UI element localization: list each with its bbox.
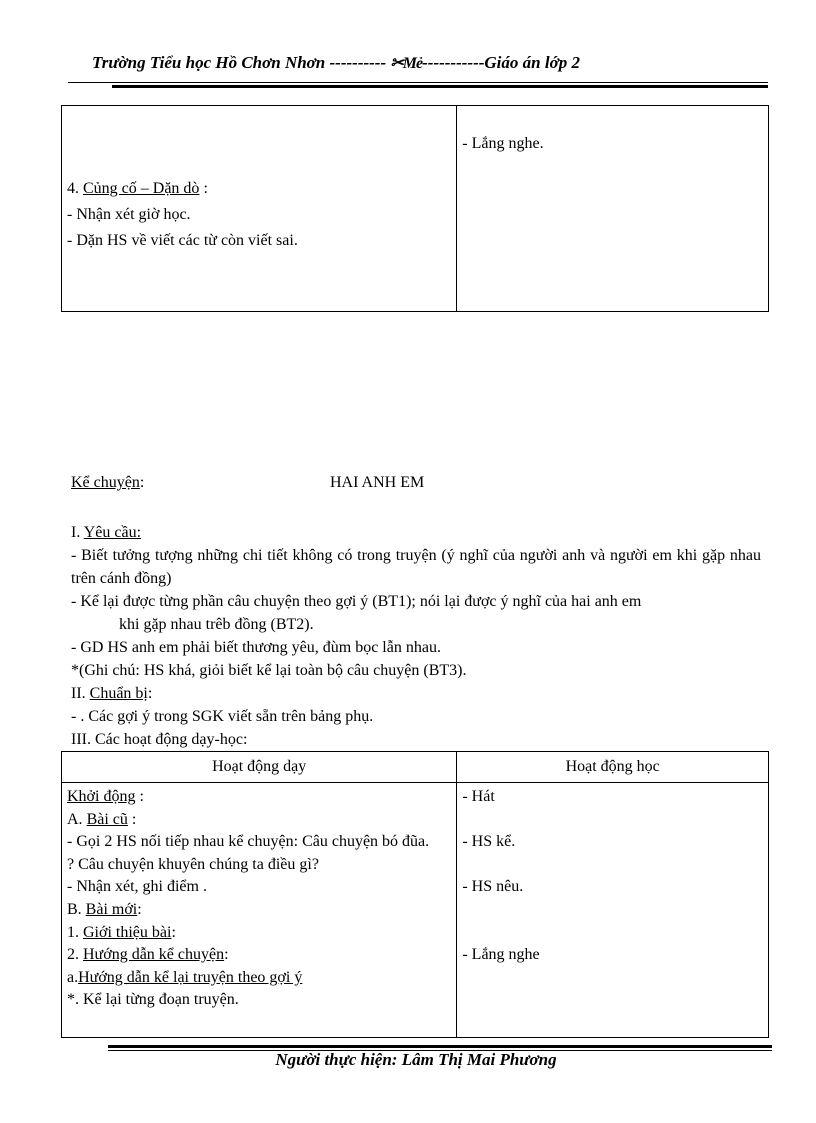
section-2-heading: II. Chuẩn bị: xyxy=(71,685,153,702)
call-students-line: - Gọi 2 HS nối tiếp nhau kể chuyện: Câu chuyện bó đũa. xyxy=(67,833,430,851)
continuation-student-cell xyxy=(457,106,769,312)
footer-rule-thick xyxy=(108,1045,772,1048)
page-header xyxy=(92,53,732,73)
section-3-heading: III. Các hoạt động dạy-học: xyxy=(71,731,248,748)
old-lesson-line: A. Bài cũ : xyxy=(67,810,137,828)
requirement-item: - Biết tưởng tượng những chi tiết không có trong truyện (ý nghĩ của người anh và người em khi gặp nhau trên cánh đồng) xyxy=(71,547,761,587)
requirement-item: *(Ghi chú: HS khá, giỏi biết kể lại toàn bộ câu chuyện (BT3). xyxy=(71,662,467,679)
col-header-learning: Hoạt động học xyxy=(457,752,769,783)
requirement-item: khi gặp nhau trêb đồng (BT2). xyxy=(119,616,314,633)
consolidation-line-1: - Nhận xét giờ học. xyxy=(67,206,191,223)
school-name: Trường Tiểu học Hồ Chơn Nhơn xyxy=(92,53,326,72)
col-header-teaching: Hoạt động dạy xyxy=(62,752,457,783)
lesson-continuation-table xyxy=(61,105,769,312)
header-dashes-right: ----------- xyxy=(422,53,485,72)
warmup-line: Khởi động : xyxy=(67,788,144,805)
hs-tell-line: - HS kể. xyxy=(462,833,516,851)
teaching-activities-cell xyxy=(62,783,457,1038)
section-1-heading: I. Yêu cầu: xyxy=(71,524,142,541)
question-line: ? Câu chuyện khuyên chúng ta điều gì? xyxy=(67,855,319,873)
header-subject: Giáo án lớp 2 xyxy=(484,53,580,72)
story-title: HAI ANH EM xyxy=(330,474,425,491)
requirement-item: - Kể lại được từng phần câu chuyện theo gợi ý (BT1); nói lại được ý nghĩ của hai anh em xyxy=(71,593,642,610)
comment-line: - Nhận xét, ghi điểm . xyxy=(67,878,207,896)
header-logo-text: ✂Mẻ xyxy=(390,55,423,72)
learning-activities-cell xyxy=(457,783,769,1038)
activity-table xyxy=(61,751,769,1038)
guide-a-line: a.Hướng dẫn kể lại truyện theo gợi ý xyxy=(67,968,303,986)
intro-line: 1. Giới thiệu bài: xyxy=(67,923,176,941)
story-label: Kể chuyện xyxy=(71,474,140,491)
guide-line: 2. Hướng dẫn kể chuyện: xyxy=(67,946,229,964)
hs-answer-line: - HS nêu. xyxy=(462,878,524,896)
requirement-item: - GD HS anh em phải biết thương yêu, đùm bọc lẫn nhau. xyxy=(71,639,441,656)
listen-line: - Lắng nghe xyxy=(462,946,540,964)
continuation-listen: - Lắng nghe. xyxy=(462,135,544,152)
requirements-section xyxy=(71,521,761,751)
header-rule-thick xyxy=(112,85,768,88)
sing-line: - Hát xyxy=(462,788,495,805)
header-rule-thin xyxy=(68,82,768,83)
new-lesson-line: B. Bài mới: xyxy=(67,900,142,918)
consolidation-heading: 4. Củng cố – Dặn dò : xyxy=(67,180,208,197)
consolidation-line-2: - Dặn HS về viết các từ còn viết sai. xyxy=(67,232,298,249)
preparation-item: - . Các gợi ý trong SGK viết sẵn trên bảng phụ. xyxy=(71,708,374,725)
story-heading: Kể chuyện: HAI ANH EM xyxy=(71,474,425,491)
header-dashes-left: ---------- xyxy=(329,53,387,72)
page-footer: Người thực hiện: Lâm Thị Mai Phương xyxy=(275,1050,557,1069)
retell-line: *. Kể lại từng đoạn truyện. xyxy=(67,991,239,1009)
continuation-teacher-cell xyxy=(62,106,457,312)
